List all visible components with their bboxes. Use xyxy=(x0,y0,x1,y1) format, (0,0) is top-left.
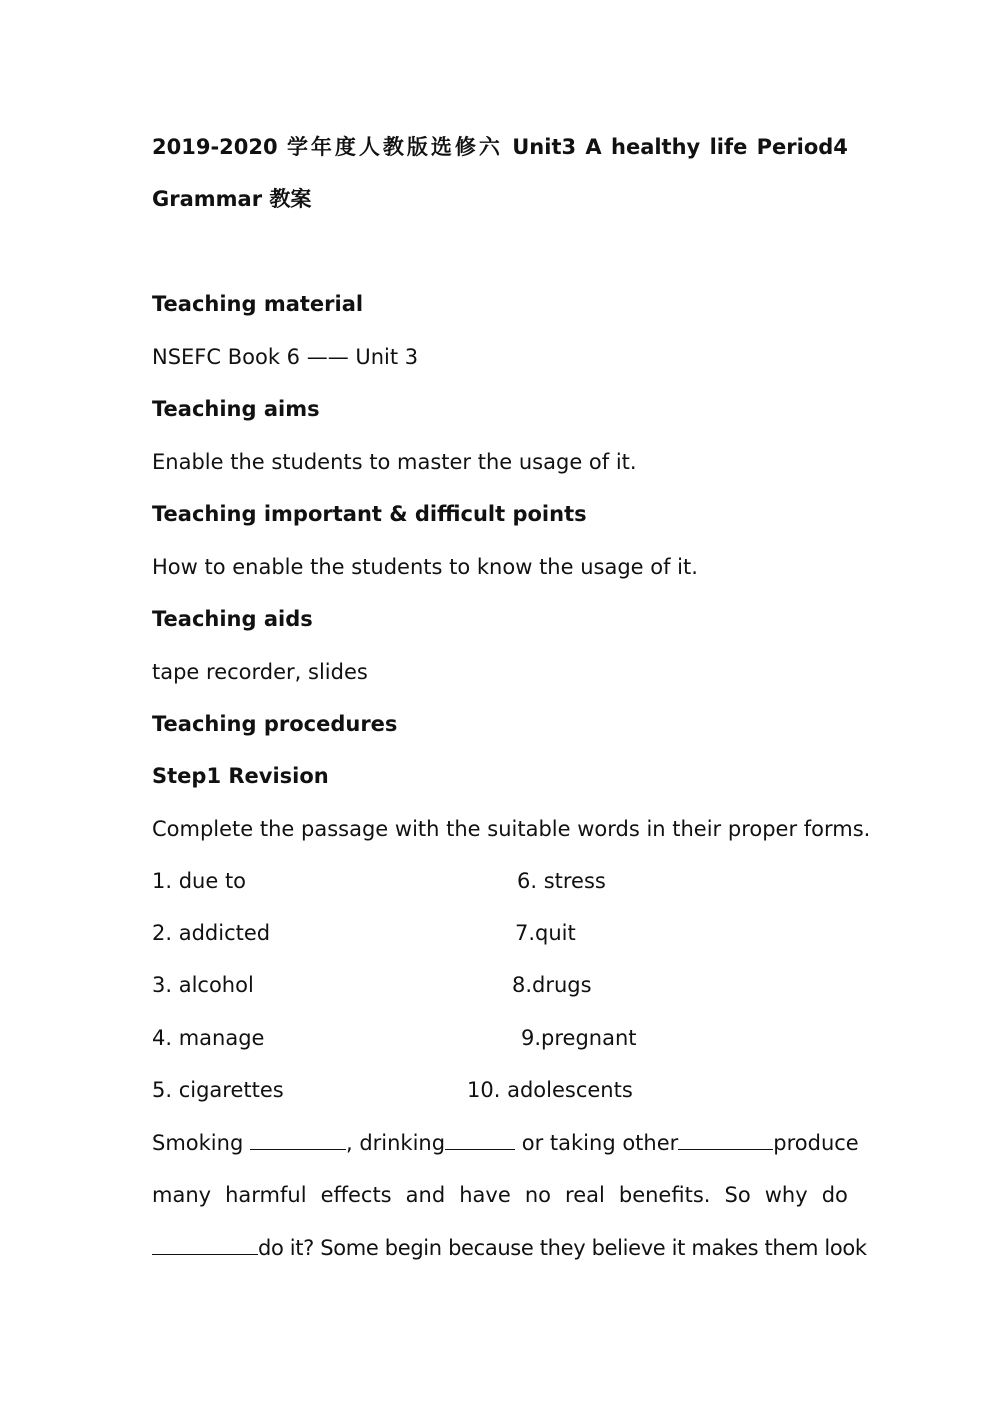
word-list-item: 3. alcohol xyxy=(152,973,254,997)
document-title-line-2: Grammar 教案 xyxy=(152,187,312,211)
passage-text: do it? Some begin because they believe it makes them look xyxy=(258,1236,867,1260)
title-part: 2019-2020 xyxy=(152,135,278,159)
passage-word: So xyxy=(724,1183,751,1207)
word-list-item: 6. stress xyxy=(517,869,606,893)
word-list-item: 8.drugs xyxy=(512,973,592,997)
passage-segment xyxy=(152,1129,445,1157)
section-heading-aids: Teaching aids xyxy=(152,607,313,631)
title-part: 学年度人教版选修六 xyxy=(286,135,503,159)
passage-text: produce xyxy=(773,1131,859,1155)
title-part: A xyxy=(585,135,602,159)
word-list-item: 1. due to xyxy=(152,869,247,893)
passage-word: harmful xyxy=(225,1183,307,1207)
section-text-aids: tape recorder, slides xyxy=(152,660,368,684)
passage-word: real xyxy=(565,1183,605,1207)
section-text-points: How to enable the students to know the usage of it. xyxy=(152,555,698,579)
passage-word: effects xyxy=(320,1183,392,1207)
passage-line-1 xyxy=(152,1129,859,1157)
word-list-item: 4. manage xyxy=(152,1026,265,1050)
fill-in-blank xyxy=(250,1129,346,1150)
passage-word: have xyxy=(459,1183,511,1207)
word-list-item: 7.quit xyxy=(515,921,576,945)
document-title-line-1 xyxy=(152,133,848,161)
passage-word: no xyxy=(524,1183,551,1207)
section-heading-procedures: Teaching procedures xyxy=(152,712,398,736)
step1-instruction: Complete the passage with the suitable words in their proper forms. xyxy=(152,817,871,841)
section-heading-points: Teaching important & difficult points xyxy=(152,502,587,526)
section-heading-material: Teaching material xyxy=(152,292,364,316)
passage-word: and xyxy=(405,1183,446,1207)
fill-in-blank xyxy=(152,1234,258,1255)
passage-word: many xyxy=(152,1183,212,1207)
passage-text: , drinking xyxy=(345,1131,446,1155)
passage-line-3 xyxy=(152,1234,867,1262)
title-part: Period4 xyxy=(756,135,848,159)
passage-text: Smoking xyxy=(152,1131,244,1155)
section-heading-aims: Teaching aims xyxy=(152,397,320,421)
passage-word: do xyxy=(821,1183,848,1207)
fill-in-blank xyxy=(678,1129,773,1150)
title-part: healthy xyxy=(611,135,701,159)
passage-word: benefits. xyxy=(618,1183,711,1207)
title-part: Unit3 xyxy=(512,135,577,159)
passage-text: or taking other xyxy=(521,1131,679,1155)
word-list-item: 2. addicted xyxy=(152,921,271,945)
title-part: life xyxy=(709,135,748,159)
word-list-item: 10. adolescents xyxy=(467,1078,633,1102)
step1-heading: Step1 Revision xyxy=(152,764,329,788)
fill-in-blank xyxy=(445,1129,515,1150)
section-text-aims: Enable the students to master the usage of it. xyxy=(152,450,637,474)
word-list-item: 5. cigarettes xyxy=(152,1078,284,1102)
passage-word: why xyxy=(764,1183,808,1207)
word-list-item: 9.pregnant xyxy=(521,1026,637,1050)
passage-line-2 xyxy=(152,1181,848,1209)
section-text-material: NSEFC Book 6 —— Unit 3 xyxy=(152,345,419,369)
passage-segment xyxy=(445,1129,773,1157)
